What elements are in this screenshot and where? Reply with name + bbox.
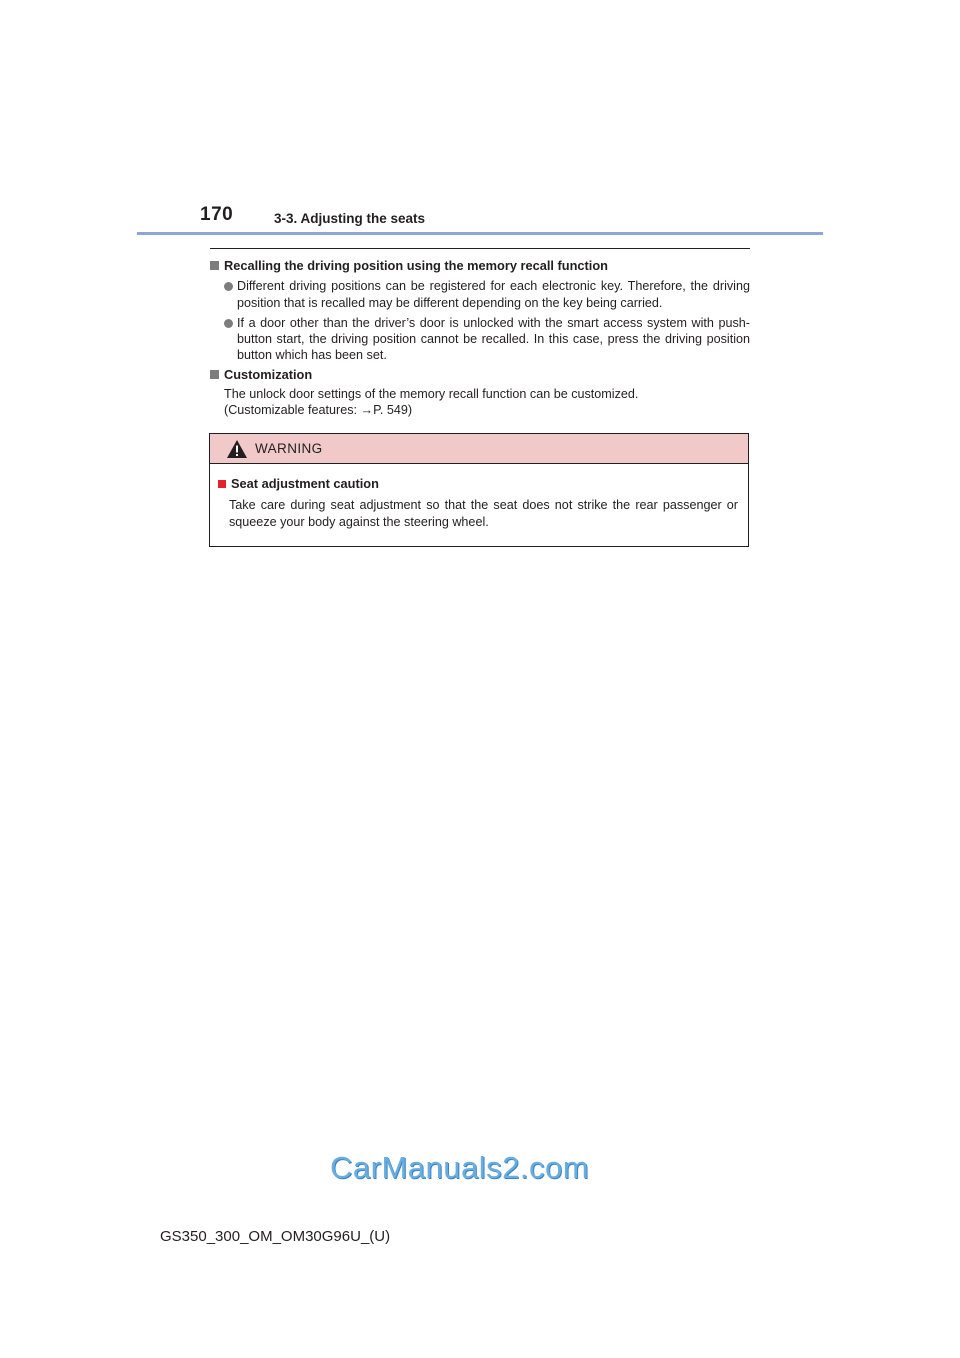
watermark: CarManuals2.com bbox=[330, 1150, 590, 1185]
warning-label: WARNING bbox=[255, 441, 323, 456]
warning-triangle-icon bbox=[226, 439, 248, 459]
content bbox=[210, 258, 750, 419]
customization-line: The unlock door settings of the memory recall function can be customized. bbox=[224, 387, 639, 402]
customization-reference-link[interactable]: (Customizable features: →P. 549) bbox=[224, 403, 413, 418]
warning-header bbox=[210, 434, 748, 464]
customization-text bbox=[224, 386, 750, 419]
circle-bullet-icon bbox=[224, 319, 233, 328]
content-rule bbox=[210, 248, 750, 249]
section-title: 3-3. Adjusting the seats bbox=[274, 211, 426, 226]
warning-heading-text: Seat adjustment caution bbox=[231, 476, 379, 491]
bullet-text: Different driving positions can be registered for each electronic key. Therefore, the driving position that is recalled may be different depending on the key being carried. bbox=[237, 279, 750, 310]
heading-text: Recalling the driving position using the memory recall function bbox=[224, 258, 608, 273]
section-heading-customization bbox=[210, 367, 750, 383]
list-item bbox=[224, 278, 750, 311]
header-rule bbox=[137, 232, 823, 235]
warning-heading bbox=[218, 476, 738, 492]
list-item bbox=[224, 315, 750, 364]
page-number: 170 bbox=[200, 204, 234, 225]
section-heading-memory-recall bbox=[210, 258, 750, 274]
warning-text: Take care during seat adjustment so that the seat does not strike the rear passenger or squeeze your body against the steering wheel. bbox=[229, 498, 738, 529]
bullet-text: If a door other than the driver’s door is unlocked with the smart access system with push-button start, the driving position cannot be recalled. In this case, press the driving position button which has been set. bbox=[237, 315, 750, 363]
warning-box bbox=[209, 433, 749, 547]
document-code: GS350_300_OM_OM30G96U_(U) bbox=[160, 1228, 391, 1245]
square-bullet-icon bbox=[210, 370, 219, 379]
red-square-icon bbox=[218, 480, 226, 488]
square-bullet-icon bbox=[210, 261, 219, 270]
warning-body bbox=[210, 464, 748, 530]
heading-text: Customization bbox=[224, 366, 313, 382]
circle-bullet-icon bbox=[224, 282, 233, 291]
